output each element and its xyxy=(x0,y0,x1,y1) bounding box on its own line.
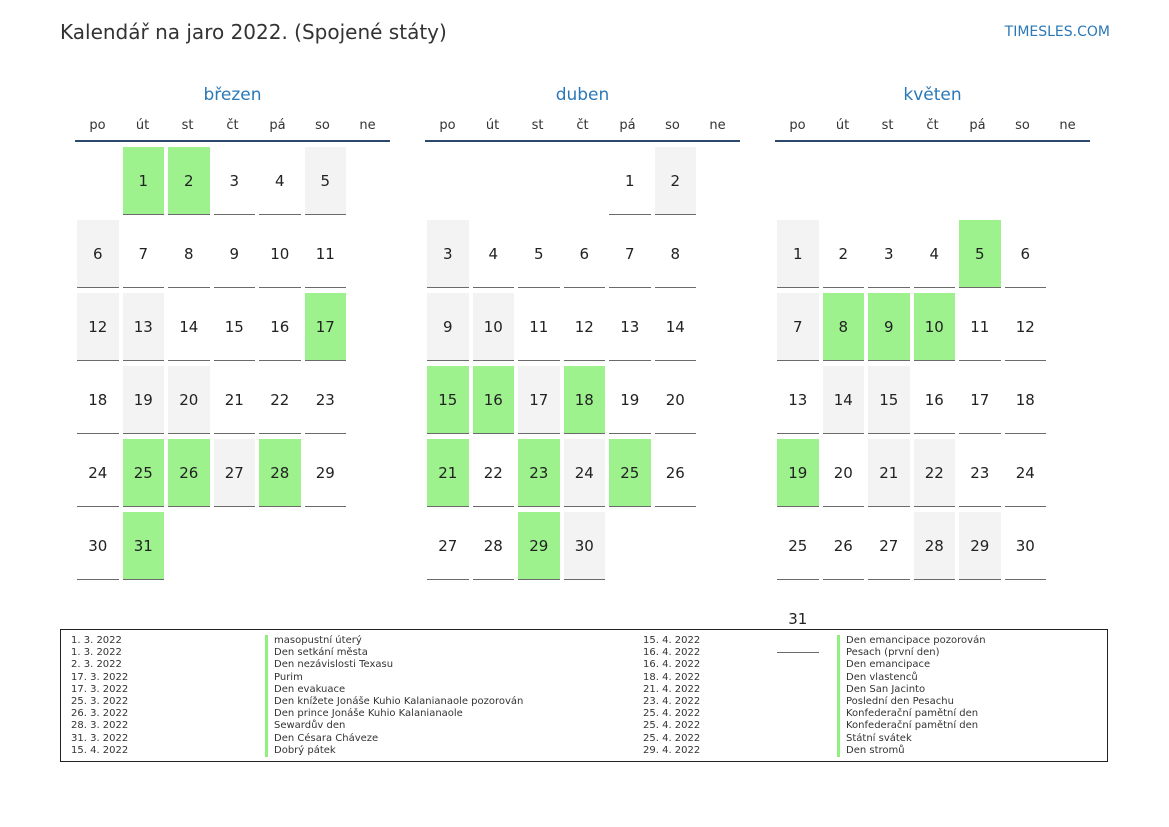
day-cell[interactable]: 25 xyxy=(777,512,819,580)
day-cell[interactable]: 21 xyxy=(427,439,469,507)
day-cell[interactable]: 3 xyxy=(427,220,469,288)
day-cell[interactable]: 13 xyxy=(123,293,165,361)
legend-date: 15. 4. 2022 xyxy=(71,744,129,756)
day-cell[interactable]: 22 xyxy=(914,439,956,507)
empty-cell xyxy=(518,147,560,215)
weekday-label: út xyxy=(135,118,150,133)
day-cell[interactable]: 17 xyxy=(518,366,560,434)
legend-holiday-name: Den Césara Cháveze xyxy=(265,733,378,745)
day-cell[interactable]: 22 xyxy=(473,439,515,507)
legend-holiday-name: Státní svátek xyxy=(837,733,912,745)
weekday-header xyxy=(425,114,740,138)
day-cell[interactable]: 12 xyxy=(1005,293,1047,361)
day-cell[interactable]: 16 xyxy=(914,366,956,434)
legend-date: 16. 4. 2022 xyxy=(643,659,701,671)
day-cell[interactable]: 13 xyxy=(777,366,819,434)
day-cell[interactable]: 1 xyxy=(777,220,819,288)
legend-date: 15. 4. 2022 xyxy=(643,635,701,646)
weekday-label: út xyxy=(835,118,850,133)
day-cell[interactable]: 26 xyxy=(823,512,865,580)
day-cell[interactable]: 14 xyxy=(168,293,210,361)
day-cell[interactable]: 20 xyxy=(823,439,865,507)
empty-cell xyxy=(914,147,956,215)
legend-date: 2. 3. 2022 xyxy=(71,659,122,671)
weekday-label: út xyxy=(485,118,500,133)
legend-holiday-name: Konfederační pamětní den xyxy=(837,720,978,732)
legend-date: 25. 4. 2022 xyxy=(643,720,701,732)
weekday-label: po xyxy=(439,118,456,133)
empty-cell xyxy=(427,147,469,215)
day-cell[interactable]: 26 xyxy=(655,439,697,507)
legend-date: 1. 3. 2022 xyxy=(71,635,122,646)
day-cell[interactable]: 24 xyxy=(1005,439,1047,507)
empty-cell xyxy=(1005,147,1047,215)
day-cell[interactable]: 4 xyxy=(473,220,515,288)
legend-date: 26. 3. 2022 xyxy=(71,708,129,720)
month-1 xyxy=(425,84,740,580)
day-cell[interactable]: 30 xyxy=(1005,512,1047,580)
legend-holiday-name: Den prince Jonáše Kuhio Kalanianaole xyxy=(265,708,463,720)
weekday-label: st xyxy=(881,118,894,133)
day-cell[interactable]: 15 xyxy=(427,366,469,434)
empty-cell xyxy=(77,147,119,215)
day-cell[interactable]: 6 xyxy=(77,220,119,288)
empty-cell xyxy=(868,147,910,215)
empty-cell xyxy=(473,147,515,215)
month-name: březen xyxy=(203,85,262,105)
day-cell[interactable]: 9 xyxy=(427,293,469,361)
legend-holiday-name: Sewardův den xyxy=(265,720,345,732)
day-cell[interactable]: 29 xyxy=(959,512,1001,580)
legend-holiday-name: Den nezávislosti Texasu xyxy=(265,659,393,671)
day-cell[interactable]: 4 xyxy=(259,147,301,215)
day-cell[interactable]: 23 xyxy=(305,366,347,434)
legend-date: 1. 3. 2022 xyxy=(71,647,122,659)
day-cell[interactable]: 11 xyxy=(305,220,347,288)
empty-cell xyxy=(564,147,606,215)
day-cell[interactable]: 6 xyxy=(564,220,606,288)
legend-holiday-name: Poslední den Pesachu xyxy=(837,696,954,708)
month-name: květen xyxy=(903,85,962,105)
legend-holiday-name: Den emancipace xyxy=(837,659,930,671)
day-cell[interactable]: 28 xyxy=(473,512,515,580)
day-cell[interactable]: 25 xyxy=(609,439,651,507)
weekday-header xyxy=(775,114,1090,138)
legend-date: 28. 3. 2022 xyxy=(71,720,129,732)
day-cell[interactable]: 18 xyxy=(564,366,606,434)
legend-holiday-name: Konfederační pamětní den xyxy=(837,708,978,720)
empty-cell xyxy=(777,147,819,215)
day-cell[interactable]: 24 xyxy=(77,439,119,507)
weekday-label: pá xyxy=(619,118,636,133)
day-cell[interactable]: 5 xyxy=(518,220,560,288)
weekday-label: st xyxy=(181,118,194,133)
day-grid xyxy=(775,142,1090,653)
day-cell[interactable]: 11 xyxy=(518,293,560,361)
brand-link[interactable]: TIMESLES.COM xyxy=(1004,24,1110,40)
day-grid xyxy=(425,142,740,580)
weekday-label: čt xyxy=(926,118,939,133)
day-cell[interactable]: 7 xyxy=(123,220,165,288)
day-cell[interactable]: 20 xyxy=(655,366,697,434)
day-cell[interactable]: 28 xyxy=(914,512,956,580)
day-cell[interactable]: 2 xyxy=(168,147,210,215)
legend-date: 17. 3. 2022 xyxy=(71,683,129,695)
day-cell[interactable]: 19 xyxy=(123,366,165,434)
day-cell[interactable]: 15 xyxy=(868,366,910,434)
day-cell[interactable]: 14 xyxy=(823,366,865,434)
day-cell[interactable]: 2 xyxy=(655,147,697,215)
day-cell[interactable]: 30 xyxy=(77,512,119,580)
legend-date: 16. 4. 2022 xyxy=(643,647,701,659)
weekday-label: ne xyxy=(709,118,726,133)
day-cell[interactable]: 27 xyxy=(868,512,910,580)
day-cell[interactable]: 16 xyxy=(473,366,515,434)
day-cell[interactable]: 13 xyxy=(609,293,651,361)
legend-date: 25. 4. 2022 xyxy=(643,732,701,744)
day-cell[interactable]: 11 xyxy=(959,293,1001,361)
day-cell[interactable]: 23 xyxy=(518,439,560,507)
weekday-label: pá xyxy=(269,118,286,133)
day-cell[interactable]: 22 xyxy=(259,366,301,434)
legend-holiday-name: Den emancipace pozorován xyxy=(837,635,986,647)
day-cell[interactable]: 19 xyxy=(777,439,819,507)
day-cell[interactable]: 1 xyxy=(123,147,165,215)
day-cell[interactable]: 17 xyxy=(305,293,347,361)
weekday-label: so xyxy=(1015,118,1030,133)
day-cell[interactable]: 2 xyxy=(823,220,865,288)
day-cell[interactable]: 5 xyxy=(305,147,347,215)
weekday-label: čt xyxy=(226,118,239,133)
legend-holiday-name: Den setkání města xyxy=(265,647,368,659)
legend-holiday-name: Den evakuace xyxy=(265,684,345,696)
legend-date: 17. 3. 2022 xyxy=(71,671,129,683)
day-cell[interactable]: 10 xyxy=(914,293,956,361)
day-cell[interactable]: 21 xyxy=(214,366,256,434)
day-cell[interactable]: 23 xyxy=(959,439,1001,507)
weekday-header xyxy=(75,114,390,138)
day-cell[interactable]: 8 xyxy=(823,293,865,361)
weekday-label: ne xyxy=(359,118,376,133)
day-cell[interactable]: 24 xyxy=(564,439,606,507)
day-cell[interactable]: 19 xyxy=(609,366,651,434)
day-cell[interactable]: 7 xyxy=(777,293,819,361)
weekday-label: po xyxy=(89,118,106,133)
day-cell[interactable]: 27 xyxy=(427,512,469,580)
day-cell[interactable]: 21 xyxy=(868,439,910,507)
holiday-legend xyxy=(60,629,1108,762)
day-cell[interactable]: 9 xyxy=(214,220,256,288)
legend-date: 31. 3. 2022 xyxy=(71,732,129,744)
legend-holiday-name: Den stromů xyxy=(837,745,905,757)
day-cell[interactable]: 18 xyxy=(1005,366,1047,434)
day-cell[interactable]: 3 xyxy=(868,220,910,288)
day-cell[interactable]: 1 xyxy=(609,147,651,215)
day-cell[interactable]: 29 xyxy=(518,512,560,580)
day-cell[interactable]: 27 xyxy=(214,439,256,507)
day-cell[interactable]: 29 xyxy=(305,439,347,507)
day-cell[interactable]: 4 xyxy=(914,220,956,288)
day-grid xyxy=(75,142,390,580)
empty-cell xyxy=(823,147,865,215)
legend-holiday-name: masopustní úterý xyxy=(265,635,362,647)
day-cell[interactable]: 20 xyxy=(168,366,210,434)
day-cell[interactable]: 12 xyxy=(77,293,119,361)
month-0 xyxy=(75,84,390,580)
day-cell[interactable]: 18 xyxy=(77,366,119,434)
day-cell[interactable]: 10 xyxy=(259,220,301,288)
day-cell[interactable]: 25 xyxy=(123,439,165,507)
month-2 xyxy=(775,84,1090,653)
day-cell[interactable]: 14 xyxy=(655,293,697,361)
day-cell[interactable]: 31 xyxy=(777,585,819,653)
legend-date: 29. 4. 2022 xyxy=(643,744,701,756)
weekday-label: po xyxy=(789,118,806,133)
day-cell[interactable]: 5 xyxy=(959,220,1001,288)
month-name: duben xyxy=(555,85,610,105)
legend-holiday-name: Purim xyxy=(265,672,303,684)
day-cell[interactable]: 16 xyxy=(259,293,301,361)
day-cell[interactable]: 7 xyxy=(609,220,651,288)
page-title: Kalendář na jaro 2022. (Spojené státy) xyxy=(60,20,447,44)
day-cell[interactable]: 31 xyxy=(123,512,165,580)
day-cell[interactable]: 17 xyxy=(959,366,1001,434)
day-cell[interactable]: 12 xyxy=(564,293,606,361)
weekday-label: čt xyxy=(576,118,589,133)
empty-cell xyxy=(959,147,1001,215)
day-cell[interactable]: 28 xyxy=(259,439,301,507)
legend-date: 23. 4. 2022 xyxy=(643,696,701,707)
weekday-label: st xyxy=(531,118,544,133)
day-cell[interactable]: 8 xyxy=(168,220,210,288)
day-cell[interactable]: 9 xyxy=(868,293,910,361)
legend-date: 25. 3. 2022 xyxy=(71,696,129,707)
legend-holiday-name: Den vlastenců xyxy=(837,672,918,684)
day-cell[interactable]: 30 xyxy=(564,512,606,580)
legend-date: 25. 4. 2022 xyxy=(643,708,701,720)
weekday-label: ne xyxy=(1059,118,1076,133)
legend-date: 21. 4. 2022 xyxy=(643,683,701,695)
day-cell[interactable]: 15 xyxy=(214,293,256,361)
weekday-label: so xyxy=(665,118,680,133)
legend-holiday-name: Den knížete Jonáše Kuhio Kalanianaole pozorován xyxy=(265,696,523,708)
legend-holiday-name: Dobrý pátek xyxy=(265,745,336,757)
day-cell[interactable]: 8 xyxy=(655,220,697,288)
legend-date: 18. 4. 2022 xyxy=(643,671,701,683)
legend-holiday-name: Den San Jacinto xyxy=(837,684,925,696)
weekday-label: so xyxy=(315,118,330,133)
day-cell[interactable]: 26 xyxy=(168,439,210,507)
legend-holiday-name: Pesach (první den) xyxy=(837,647,940,659)
weekday-label: pá xyxy=(969,118,986,133)
day-cell[interactable]: 10 xyxy=(473,293,515,361)
day-cell[interactable]: 6 xyxy=(1005,220,1047,288)
day-cell[interactable]: 3 xyxy=(214,147,256,215)
